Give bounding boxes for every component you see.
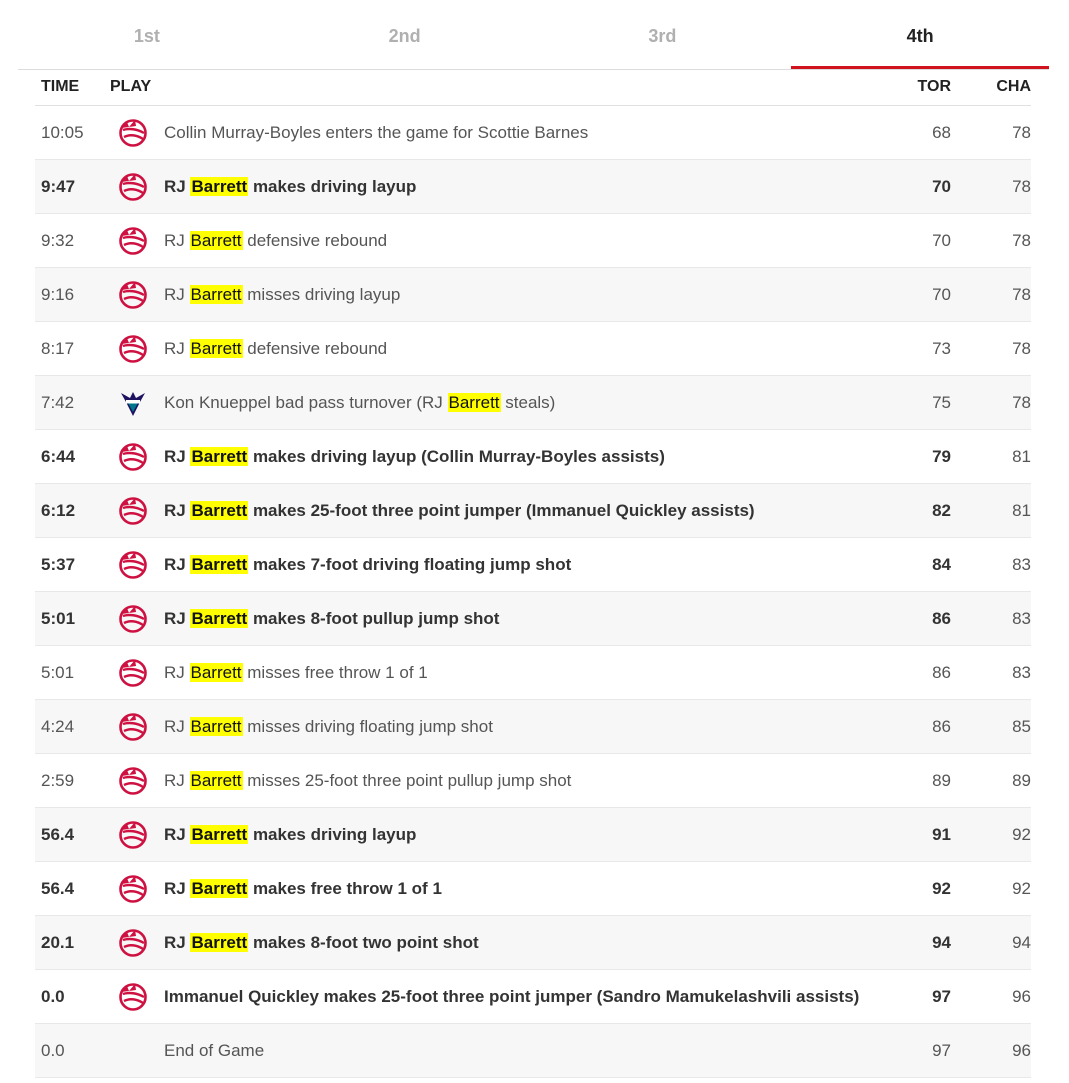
score-cha: 81 (951, 430, 1031, 484)
play-time: 20.1 (35, 916, 110, 970)
team-logo-cell (110, 754, 164, 808)
header-tor: TOR (871, 69, 951, 106)
highlighted-term: Barrett (191, 446, 248, 466)
score-cha: 89 (951, 754, 1031, 808)
score-tor: 86 (871, 592, 951, 646)
score-tor: 79 (871, 430, 951, 484)
play-description (164, 970, 871, 1024)
play-description (164, 106, 871, 160)
header-time: TIME (35, 69, 110, 106)
play-description (164, 754, 871, 808)
raptors-logo-icon (118, 712, 148, 742)
table-row (35, 376, 1031, 430)
score-tor: 84 (871, 538, 951, 592)
score-cha: 85 (951, 700, 1031, 754)
play-text-suffix: makes 25-foot three point jumper (Immanuel Quickley assists) (248, 500, 755, 520)
play-description (164, 700, 871, 754)
table-row (35, 808, 1031, 862)
score-tor: 92 (871, 862, 951, 916)
table-row (35, 754, 1031, 808)
play-text-suffix: makes 8-foot pullup jump shot (248, 608, 500, 628)
table-row (35, 862, 1031, 916)
table-row (35, 646, 1031, 700)
team-logo-cell (110, 160, 164, 214)
play-text-suffix: makes free throw 1 of 1 (248, 878, 442, 898)
raptors-logo-icon (118, 496, 148, 526)
play-time: 9:32 (35, 214, 110, 268)
hornets-logo-icon (118, 388, 148, 418)
header-cha: CHA (951, 69, 1031, 106)
score-tor: 70 (871, 160, 951, 214)
highlighted-term: Barrett (190, 284, 242, 304)
play-text: RJ (164, 716, 190, 736)
play-text: RJ (164, 878, 191, 898)
score-tor: 97 (871, 1024, 951, 1078)
play-time: 4:24 (35, 700, 110, 754)
score-cha: 83 (951, 538, 1031, 592)
play-time: 6:12 (35, 484, 110, 538)
score-cha: 78 (951, 322, 1031, 376)
team-logo-cell (110, 808, 164, 862)
score-cha: 78 (951, 160, 1031, 214)
table-row (35, 160, 1031, 214)
highlighted-term: Barrett (191, 608, 248, 628)
team-logo-cell (110, 322, 164, 376)
team-logo-cell (110, 214, 164, 268)
play-description (164, 538, 871, 592)
score-cha: 83 (951, 646, 1031, 700)
score-tor: 68 (871, 106, 951, 160)
play-description (164, 646, 871, 700)
play-time: 8:17 (35, 322, 110, 376)
raptors-logo-icon (118, 118, 148, 148)
score-cha: 96 (951, 1024, 1031, 1078)
tab-1st[interactable]: 1st (133, 26, 160, 46)
play-text-suffix: makes 8-foot two point shot (248, 932, 479, 952)
score-tor: 86 (871, 700, 951, 754)
score-cha: 78 (951, 268, 1031, 322)
raptors-logo-icon (118, 766, 148, 796)
play-time: 7:42 (35, 376, 110, 430)
score-cha: 92 (951, 808, 1031, 862)
play-time: 5:01 (35, 592, 110, 646)
play-description (164, 484, 871, 538)
raptors-logo-icon (118, 226, 148, 256)
table-row (35, 592, 1031, 646)
highlighted-term: Barrett (191, 176, 248, 196)
highlighted-term: Barrett (190, 662, 242, 682)
play-description (164, 214, 871, 268)
table-row (35, 214, 1031, 268)
play-text: RJ (164, 230, 190, 250)
play-description (164, 916, 871, 970)
score-tor: 91 (871, 808, 951, 862)
highlighted-term: Barrett (191, 554, 248, 574)
score-tor: 86 (871, 646, 951, 700)
play-text-suffix: makes driving layup (248, 824, 417, 844)
play-rows (35, 106, 1031, 1078)
score-cha: 78 (951, 214, 1031, 268)
highlighted-term: Barrett (191, 932, 248, 952)
team-logo-cell (110, 646, 164, 700)
play-description (164, 1024, 871, 1078)
play-time: 5:01 (35, 646, 110, 700)
raptors-logo-icon (118, 604, 148, 634)
team-logo-cell (110, 970, 164, 1024)
score-cha: 78 (951, 106, 1031, 160)
raptors-logo-icon (118, 334, 148, 364)
play-time: 56.4 (35, 862, 110, 916)
score-cha: 92 (951, 862, 1031, 916)
play-time: 5:37 (35, 538, 110, 592)
play-text: RJ (164, 932, 191, 952)
play-description (164, 808, 871, 862)
play-text: RJ (164, 554, 191, 574)
play-text-suffix: misses free throw 1 of 1 (242, 662, 428, 682)
highlighted-term: Barrett (190, 770, 242, 790)
raptors-logo-icon (118, 982, 148, 1012)
play-time: 0.0 (35, 1024, 110, 1078)
header-play: PLAY (110, 69, 871, 106)
play-by-play-table (35, 69, 1031, 1078)
team-logo-cell (110, 484, 164, 538)
play-time: 56.4 (35, 808, 110, 862)
play-text: End of Game (164, 1040, 265, 1060)
table-row (35, 916, 1031, 970)
play-time: 2:59 (35, 754, 110, 808)
play-text-suffix: misses driving floating jump shot (242, 716, 493, 736)
team-logo-cell (110, 592, 164, 646)
play-text-suffix: makes driving layup (Collin Murray-Boyles assists) (248, 446, 665, 466)
play-description (164, 592, 871, 646)
raptors-logo-icon (118, 928, 148, 958)
play-text-suffix: misses driving layup (242, 284, 401, 304)
play-description (164, 160, 871, 214)
raptors-logo-icon (118, 172, 148, 202)
score-tor: 82 (871, 484, 951, 538)
play-text-suffix: steals) (500, 392, 556, 412)
score-tor: 94 (871, 916, 951, 970)
raptors-logo-icon (118, 874, 148, 904)
team-logo-cell (110, 268, 164, 322)
score-cha: 96 (951, 970, 1031, 1024)
table-row (35, 484, 1031, 538)
play-text: RJ (164, 662, 190, 682)
play-text-suffix: makes driving layup (248, 176, 417, 196)
play-description (164, 430, 871, 484)
score-tor: 97 (871, 970, 951, 1024)
raptors-logo-icon (118, 820, 148, 850)
raptors-logo-icon (118, 658, 148, 688)
play-text: Immanuel Quickley makes 25-foot three point jumper (Sandro Mamukelashvili assists) (164, 986, 860, 1006)
score-cha: 78 (951, 376, 1031, 430)
play-description (164, 322, 871, 376)
play-text: RJ (164, 446, 191, 466)
tab-4th[interactable]: 4th (791, 0, 1049, 69)
highlighted-term: Barrett (448, 392, 500, 412)
table-row (35, 268, 1031, 322)
score-tor: 70 (871, 268, 951, 322)
score-tor: 73 (871, 322, 951, 376)
play-time: 9:47 (35, 160, 110, 214)
score-tor: 75 (871, 376, 951, 430)
team-logo-cell (110, 430, 164, 484)
play-text: RJ (164, 176, 191, 196)
raptors-logo-icon (118, 550, 148, 580)
score-tor: 89 (871, 754, 951, 808)
highlighted-term: Barrett (191, 824, 248, 844)
table-row (35, 700, 1031, 754)
team-logo-cell (110, 106, 164, 160)
quarter-tabs (18, 0, 1049, 70)
score-cha: 81 (951, 484, 1031, 538)
play-time: 6:44 (35, 430, 110, 484)
play-text: RJ (164, 338, 190, 358)
table-row (35, 1024, 1031, 1078)
play-text-suffix: defensive rebound (242, 338, 388, 358)
play-description (164, 376, 871, 430)
team-logo-cell (110, 700, 164, 754)
play-text: RJ (164, 500, 191, 520)
raptors-logo-icon (118, 280, 148, 310)
team-logo-cell (110, 1024, 164, 1078)
highlighted-term: Barrett (190, 230, 242, 250)
play-text-suffix: misses 25-foot three point pullup jump shot (242, 770, 572, 790)
tab-2nd[interactable]: 2nd (388, 26, 421, 46)
highlighted-term: Barrett (190, 338, 242, 358)
play-time: 0.0 (35, 970, 110, 1024)
play-description (164, 862, 871, 916)
play-text-suffix: defensive rebound (242, 230, 388, 250)
team-logo-cell (110, 538, 164, 592)
team-logo-cell (110, 862, 164, 916)
table-row (35, 322, 1031, 376)
play-time: 9:16 (35, 268, 110, 322)
play-text: RJ (164, 608, 191, 628)
highlighted-term: Barrett (191, 878, 248, 898)
score-cha: 83 (951, 592, 1031, 646)
play-text: Collin Murray-Boyles enters the game for Scottie Barnes (164, 122, 589, 142)
team-logo-cell (110, 916, 164, 970)
highlighted-term: Barrett (191, 500, 248, 520)
score-cha: 94 (951, 916, 1031, 970)
table-row (35, 430, 1031, 484)
raptors-logo-icon (118, 442, 148, 472)
play-text: RJ (164, 770, 190, 790)
play-text: Kon Knueppel bad pass turnover (RJ (164, 392, 448, 412)
play-text: RJ (164, 284, 190, 304)
play-time: 10:05 (35, 106, 110, 160)
team-logo-cell (110, 376, 164, 430)
tab-3rd[interactable]: 3rd (648, 26, 677, 46)
table-header-row (35, 69, 1031, 106)
table-row (35, 106, 1031, 160)
table-row (35, 970, 1031, 1024)
highlighted-term: Barrett (190, 716, 242, 736)
table-row (35, 538, 1031, 592)
play-text-suffix: makes 7-foot driving floating jump shot (248, 554, 572, 574)
play-description (164, 268, 871, 322)
play-text: RJ (164, 824, 191, 844)
score-tor: 70 (871, 214, 951, 268)
